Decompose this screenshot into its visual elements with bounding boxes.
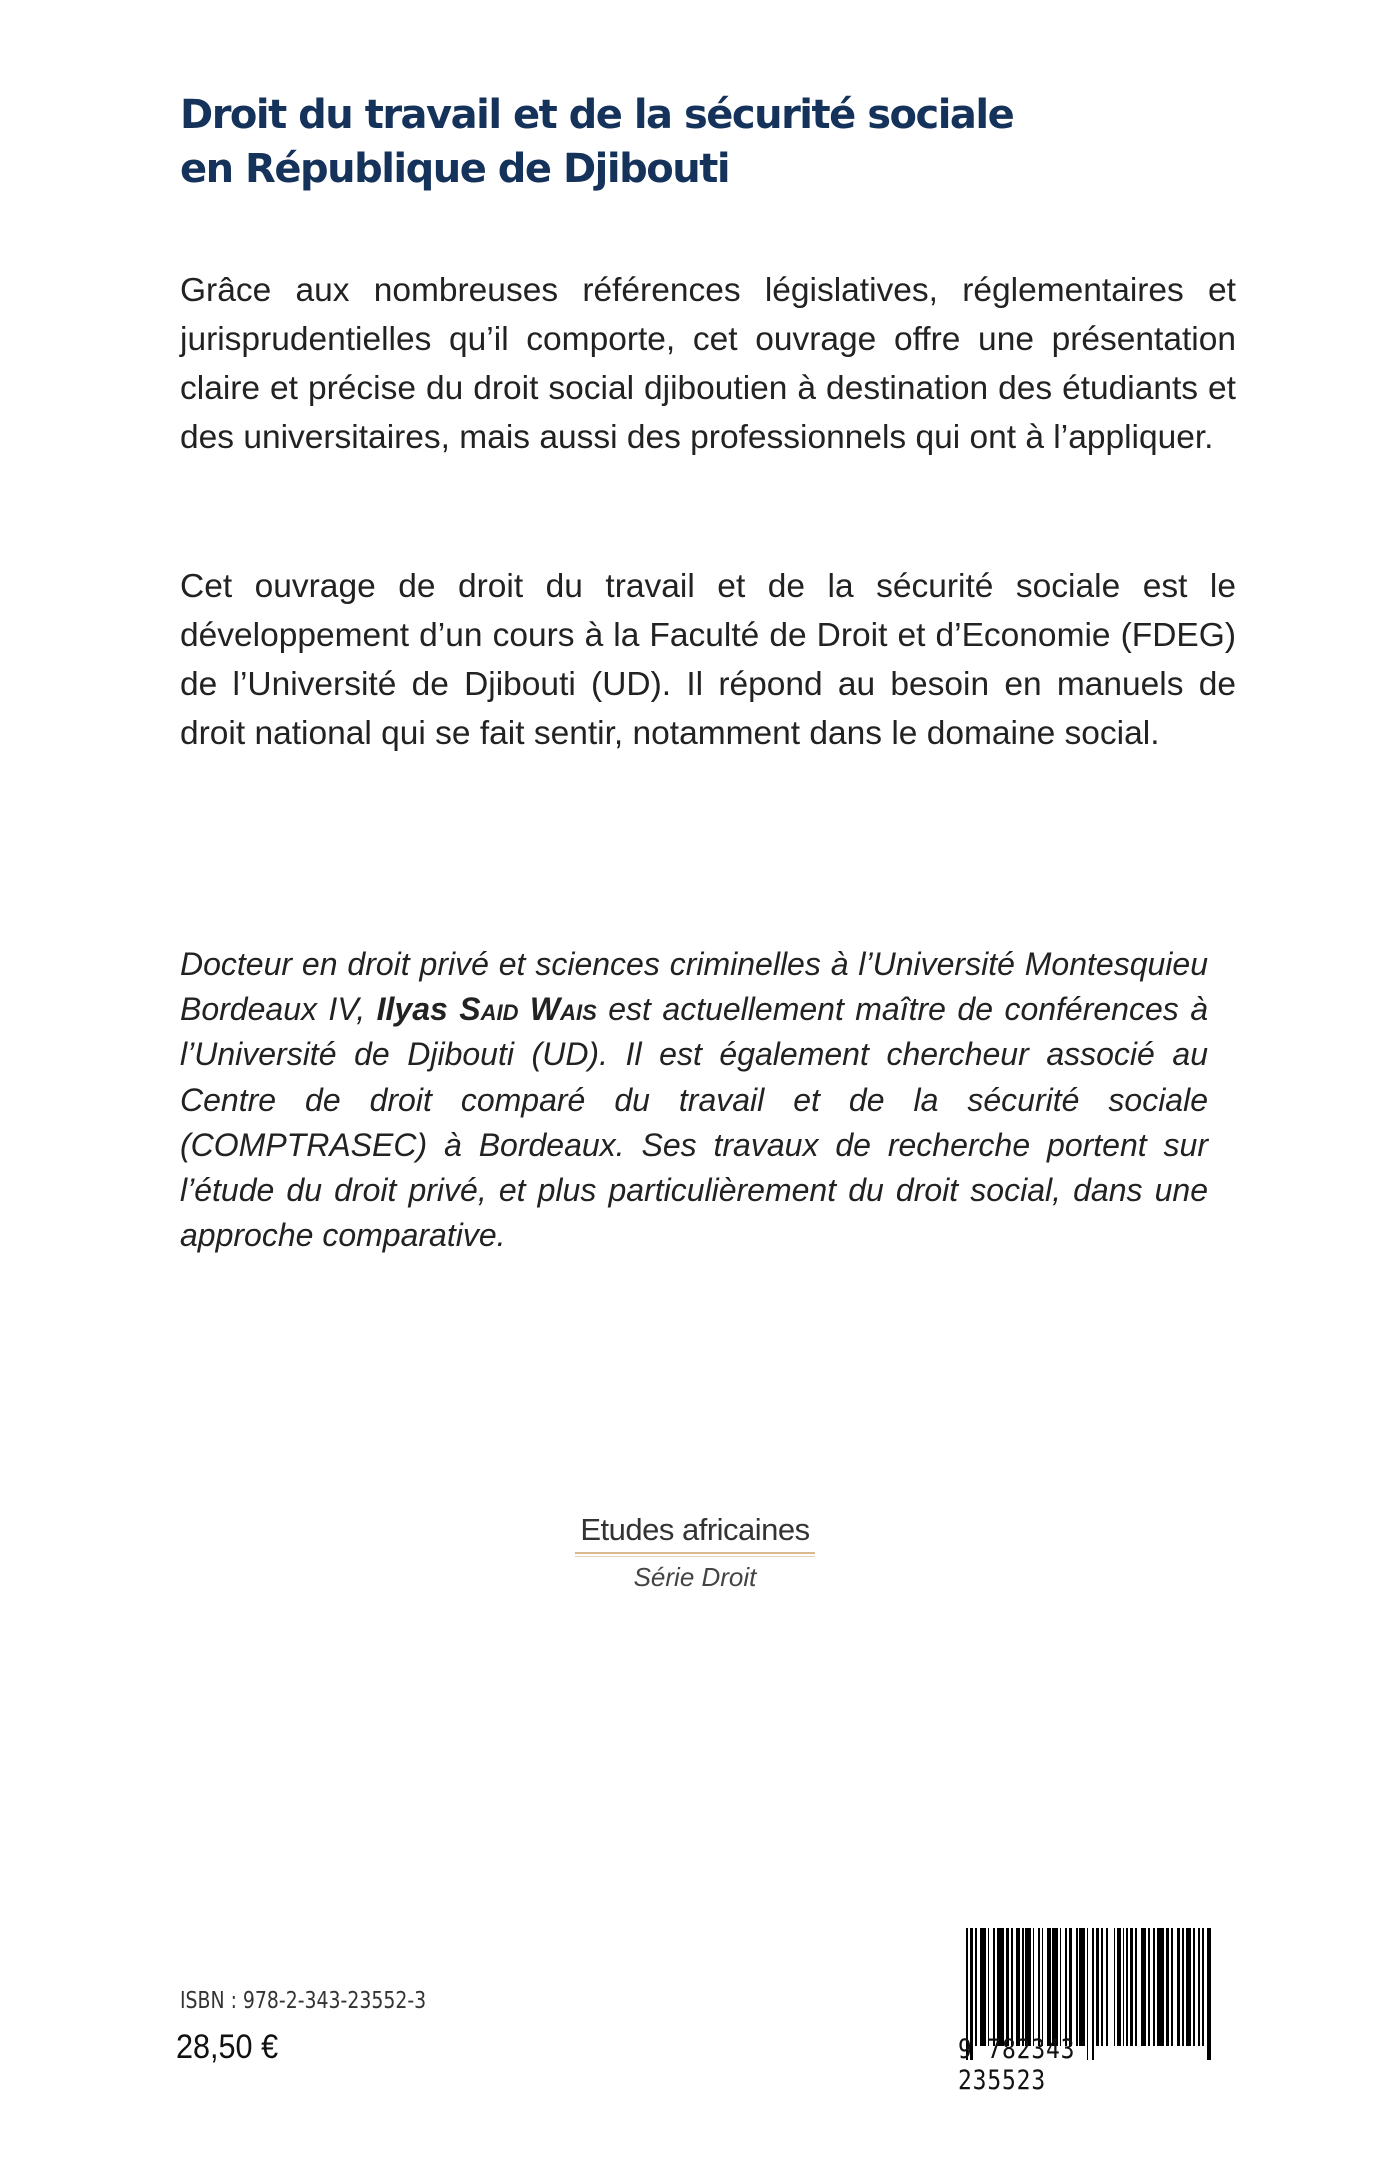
- barcode-bar: [1076, 1928, 1078, 2046]
- barcode-bar: [1052, 1928, 1057, 2046]
- barcode-bar: [1117, 1928, 1121, 2046]
- barcode-bar: [1025, 1928, 1030, 2046]
- barcode-bar: [988, 1928, 990, 2046]
- description-paragraph-1: Grâce aux nombreuses références législatives, réglementaires et jurisprudentielles qu’il comporte, cet ouvrage offre une présentation claire et précise du droit social djiboutien à destination des étudiants et des universitaires, mais aussi des professionnels qui ont à l’appliquer.: [180, 272, 1236, 456]
- barcode-bar: [1202, 1928, 1204, 2046]
- barcode-bar: [1141, 1928, 1146, 2046]
- barcode-bar: [1135, 1928, 1137, 2046]
- isbn: ISBN : 978-2-343-23552-3: [180, 1988, 427, 2014]
- series-divider-thin: [575, 1556, 815, 1557]
- barcode-bar: [1038, 1928, 1040, 2046]
- author-first-name: Ilyas: [376, 991, 448, 1028]
- barcode-bar: [1193, 1928, 1195, 2046]
- barcode-bar: [1153, 1928, 1155, 2046]
- barcode-bar: [980, 1928, 985, 2046]
- barcode-bar: [1006, 1928, 1010, 2046]
- barcode-digits: 9 782343 235523: [958, 2034, 1076, 2096]
- barcode-bar: [1130, 1928, 1134, 2046]
- barcode-bar: [1177, 1928, 1181, 2046]
- author-name: [377, 991, 597, 1027]
- barcode-bar: [1065, 1928, 1067, 2046]
- barcode-bar: [1047, 1928, 1051, 2046]
- barcode-bar: [1166, 1928, 1170, 2046]
- barcode-bar: [1157, 1928, 1164, 2046]
- barcode-bars: [966, 1928, 1216, 2046]
- barcode-bar: [1022, 1928, 1024, 2046]
- barcode-bar: [1126, 1928, 1128, 2046]
- barcode-bar: [1123, 1928, 1125, 2046]
- barcode-bar: [1042, 1928, 1044, 2046]
- description-paragraph-2: Cet ouvrage de droit du travail et de la sécurité sociale est le développement d’un cours à la Faculté de Droit et d’Economie (FDEG) de l’Université de Djibouti (UD). Il répond au besoin en manuels de droit national qui se fait sentir, notamment dans le domaine social.: [180, 568, 1236, 752]
- barcode-bar: [1016, 1928, 1020, 2046]
- barcode-bar: [1079, 1928, 1084, 2046]
- barcode-bar: [975, 1928, 977, 2046]
- barcode-bar: [1186, 1928, 1191, 2046]
- barcode-bar: [1033, 1928, 1035, 2046]
- barcode-bar: [1198, 1928, 1200, 2046]
- barcode: [958, 1928, 1216, 2096]
- barcode-bar: [997, 1928, 1004, 2046]
- barcode-bar: [1182, 1928, 1184, 2046]
- series-logo: [560, 1510, 830, 1593]
- title-line-1: Droit du travail et de la sécurité sociale: [180, 92, 1014, 138]
- barcode-bar: [1060, 1928, 1062, 2046]
- barcode-bar: [993, 1928, 995, 2046]
- barcode-bar: [1096, 1928, 1100, 2046]
- barcode-bar: [1011, 1928, 1013, 2046]
- barcode-bar: [1101, 1928, 1103, 2046]
- bio-text-after: est actuellement maître de conférences à l’Université de Djibouti (UD). Il est également chercheur associé au Centre de droit comparé du travail et de la sécurité sociale (COMPTRASEC) à Bordeaux. Ses travaux de recherche portent sur l’étude du droit privé, et plus particulièrement du droit social, dans une approche comparative.: [180, 991, 1209, 1254]
- author-last-name: Said Wais: [459, 991, 597, 1028]
- book-title: [180, 88, 1280, 196]
- barcode-bar: [1207, 1928, 1211, 2060]
- barcode-bar: [1106, 1928, 1108, 2046]
- title-line-2: en République de Djibouti: [180, 146, 730, 192]
- series-name: Etudes africaines: [580, 1512, 810, 1547]
- barcode-bar: [1114, 1928, 1116, 2046]
- barcode-bar: [1069, 1928, 1073, 2046]
- bio-text-before: Docteur en droit privé et sciences criminelles à l’Université Montesquieu Bordeaux IV,: [180, 946, 1208, 1028]
- author-bio: [180, 942, 1208, 1258]
- series-subtitle: Série Droit: [633, 1562, 757, 1592]
- barcode-bar: [1171, 1928, 1173, 2046]
- barcode-bar: [1148, 1928, 1150, 2046]
- price: 28,50 €: [176, 2028, 279, 2066]
- series-divider: [575, 1552, 815, 1554]
